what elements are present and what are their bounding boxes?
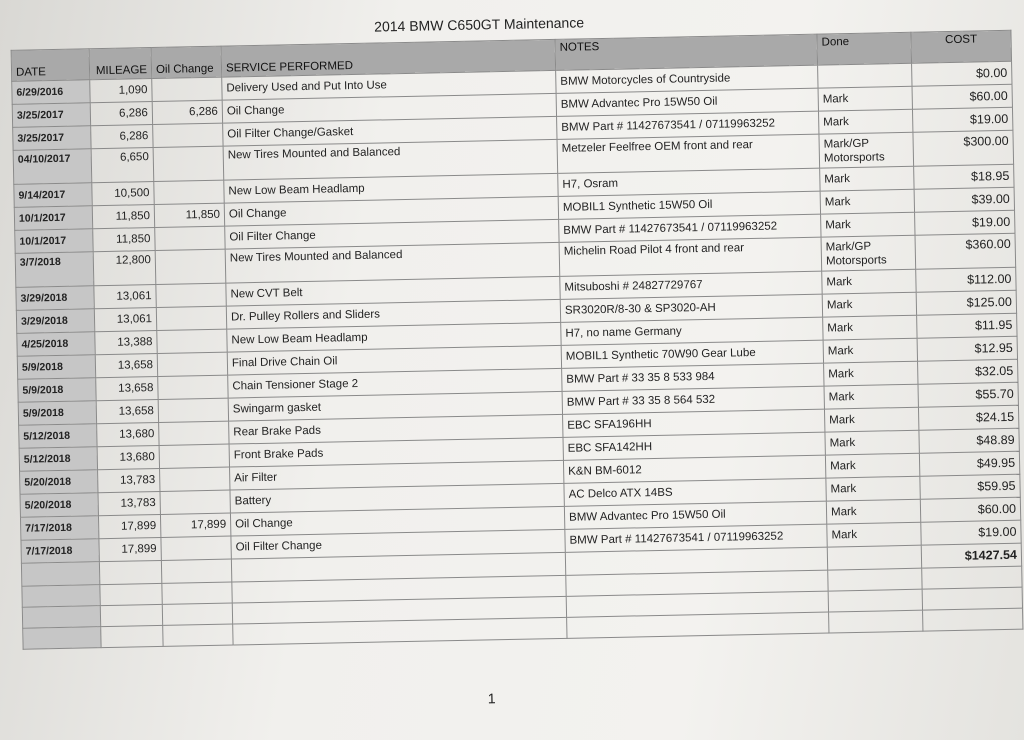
row-notes: BMW Part # 33 35 8 533 984 [562,363,824,391]
row-mileage: 13,061 [94,285,156,309]
row-service: Delivery Used and Put Into Use [222,70,556,100]
row-service: Dr. Pulley Rollers and Sliders [226,299,560,329]
row-date: 3/7/2018 [15,252,94,288]
header-cost: COST [911,30,1012,63]
empty-cell [101,625,163,647]
row-notes: BMW Motorcycles of Countryside [556,65,818,93]
row-date: 5/20/2018 [20,470,98,495]
row-oil-change [159,421,229,445]
row-oil-change [157,329,227,353]
row-mileage: 13,658 [95,353,157,377]
row-oil-change [158,375,228,399]
row-done: Mark/GP Motorsports [821,235,916,271]
row-done: Mark [826,476,920,501]
header-notes: NOTES [555,34,818,70]
empty-cell [922,566,1022,589]
row-cost: $60.00 [912,84,1012,109]
row-service: New Low Beam Headlamp [224,173,558,203]
row-done: Mark [824,361,918,386]
row-notes: MOBIL1 Synthetic 70W90 Gear Lube [561,340,823,368]
row-mileage: 1,090 [90,79,152,103]
empty-cell [23,627,101,650]
row-mileage: 11,850 [92,205,154,229]
row-notes: EBC SFA196HH [563,409,825,437]
row-done: Mark [825,430,919,455]
row-done: Mark [824,407,918,432]
row-cost: $0.00 [912,61,1012,86]
row-oil-change [155,249,226,284]
row-date: 10/1/2017 [14,206,92,231]
empty-cell [163,624,233,646]
empty-cell [100,604,162,626]
row-date: 3/25/2017 [12,103,90,128]
row-done: Mark [820,166,914,191]
row-oil-change [153,123,223,147]
row-oil-change [161,536,231,560]
row-oil-change [154,180,224,204]
row-service: Oil Change [224,196,558,226]
row-mileage: 13,680 [97,445,159,469]
row-cost: $360.00 [915,233,1016,269]
row-done: Mark [822,292,916,317]
row-service: Battery [230,483,564,513]
row-notes: MOBIL1 Synthetic 15W50 Oil [558,191,820,219]
row-notes: BMW Part # 33 35 8 564 532 [562,386,824,414]
row-cost: $112.00 [916,267,1016,292]
empty-cell [22,585,100,608]
row-oil-change [153,146,224,181]
row-cost: $19.00 [912,107,1012,132]
empty-cell [100,583,162,605]
row-notes: BMW Advantec Pro 15W50 Oil [556,88,818,116]
maintenance-sheet [4,0,1018,730]
header-mileage: MILEAGE [89,48,152,80]
total-cost: $1427.54 [921,543,1021,568]
row-date: 5/12/2018 [19,424,97,449]
row-oil-change [160,467,230,491]
row-oil-change [156,283,226,307]
row-mileage: 13,658 [96,376,158,400]
row-cost: $11.95 [917,313,1017,338]
row-mileage: 13,783 [98,491,160,515]
row-service: Oil Filter Change [225,219,559,249]
empty-cell [828,568,922,591]
empty-cell [829,610,923,633]
row-service: Air Filter [230,460,564,490]
row-mileage: 13,783 [98,468,160,492]
row-cost: $59.95 [920,474,1020,499]
row-date: 7/17/2018 [20,516,98,541]
header-service: SERVICE PERFORMED [221,39,556,77]
row-done: Mark [823,338,917,363]
row-done: Mark [823,315,917,340]
row-notes: AC Delco ATX 14BS [564,478,826,506]
row-oil-change [160,490,230,514]
row-service: Oil Change [230,506,564,536]
row-oil-change [157,352,227,376]
row-notes: SR3020R/8-30 & SP3020-AH [560,294,822,322]
row-service: Final Drive Chain Oil [227,345,561,375]
row-cost: $48.89 [919,428,1019,453]
row-oil-change: 6,286 [152,100,222,124]
row-service: Front Brake Pads [229,437,563,467]
row-oil-change [152,77,222,101]
empty-cell [827,545,921,570]
row-oil-change: 17,899 [160,513,230,537]
row-date: 3/25/2017 [13,126,91,151]
row-notes: Mitsuboshi # 24827729767 [560,271,822,299]
row-done [818,63,912,88]
row-notes: Michelin Road Pilot 4 front and rear [559,237,822,276]
row-service: Oil Change [222,93,556,123]
row-cost: $55.70 [918,382,1018,407]
row-done: Mark [818,86,912,111]
row-cost: $60.00 [920,497,1020,522]
header-date: DATE [11,49,90,82]
row-date: 04/10/2017 [13,149,92,185]
row-cost: $125.00 [916,290,1016,315]
row-mileage: 11,850 [93,228,155,252]
row-mileage: 17,899 [98,514,160,538]
row-mileage: 6,286 [90,102,152,126]
row-service: New Tires Mounted and Balanced [223,139,558,180]
row-date: 9/14/2017 [14,183,92,208]
row-notes: BMW Part # 11427673541 / 07119963252 [559,214,821,242]
row-cost: $19.00 [915,210,1015,235]
row-done: Mark [824,384,918,409]
row-date: 5/12/2018 [19,447,97,472]
row-done: Mark [826,499,920,524]
row-service: Oil Filter Change [231,529,565,559]
row-done: Mark [818,109,912,134]
page-number: 1 [487,690,496,707]
row-notes: H7, Osram [558,168,820,196]
row-date: 5/20/2018 [20,493,98,518]
row-oil-change: 11,850 [154,203,224,227]
row-service: New Low Beam Headlamp [227,322,561,352]
row-service: Chain Tensioner Stage 2 [228,368,562,398]
row-mileage: 13,680 [97,422,159,446]
empty-cell [21,562,99,587]
row-notes: BMW Part # 11427673541 / 07119963252 [565,524,827,552]
row-notes: Metzeler Feelfree OEM front and rear [557,134,820,173]
header-done: Done [817,32,912,65]
row-oil-change [155,226,225,250]
row-done: Mark [821,212,915,237]
row-cost: $24.15 [918,405,1018,430]
row-oil-change [159,444,229,468]
row-done: Mark [822,269,916,294]
row-date: 4/25/2018 [17,332,95,357]
row-date: 6/29/2016 [12,80,90,105]
row-mileage: 13,658 [96,399,158,423]
page-title: 2014 BMW C650GT Maintenance [374,14,585,35]
row-cost: $19.00 [921,520,1021,545]
row-date: 5/9/2018 [17,355,95,380]
row-date: 3/29/2018 [16,286,94,311]
row-date: 3/29/2018 [16,309,94,334]
empty-cell [923,608,1023,631]
row-notes: K&N BM-6012 [563,455,825,483]
row-mileage: 10,500 [92,182,154,206]
row-cost: $18.95 [914,164,1014,189]
empty-cell [567,612,829,638]
row-done: Mark [820,189,914,214]
row-oil-change [156,306,226,330]
row-notes: H7, no name Germany [561,317,823,345]
row-mileage: 12,800 [93,251,156,286]
empty-cell [22,606,100,629]
row-date: 10/1/2017 [15,229,93,254]
empty-cell [162,603,232,625]
empty-cell [922,587,1022,610]
row-mileage: 17,899 [99,537,161,561]
empty-cell [161,559,231,583]
row-notes: BMW Part # 11427673541 / 07119963252 [557,111,819,139]
row-notes: BMW Advantec Pro 15W50 Oil [564,501,826,529]
row-service: Oil Filter Change/Gasket [223,116,557,146]
row-mileage: 6,650 [91,148,154,183]
empty-cell [828,589,922,612]
row-service: New Tires Mounted and Balanced [225,242,560,283]
header-oil-change: Oil Change [151,46,222,78]
row-cost: $32.05 [918,359,1018,384]
row-cost: $12.95 [917,336,1017,361]
row-service: Swingarm gasket [228,391,562,421]
empty-cell [162,582,232,604]
row-done: Mark/GP Motorsports [819,132,914,168]
row-date: 7/17/2018 [21,539,99,564]
row-notes: EBC SFA142HH [563,432,825,460]
row-done: Mark [827,522,921,547]
row-mileage: 13,388 [95,330,157,354]
row-done: Mark [825,453,919,478]
row-oil-change [158,398,228,422]
row-cost: $39.00 [914,187,1014,212]
row-date: 5/9/2018 [18,401,96,426]
maintenance-table [11,30,1024,650]
row-cost: $300.00 [913,130,1014,166]
row-service: New CVT Belt [226,276,560,306]
row-mileage: 6,286 [91,125,153,149]
row-service: Rear Brake Pads [229,414,563,444]
row-date: 5/9/2018 [18,378,96,403]
row-mileage: 13,061 [94,308,156,332]
row-cost: $49.95 [919,451,1019,476]
empty-cell [99,560,161,584]
